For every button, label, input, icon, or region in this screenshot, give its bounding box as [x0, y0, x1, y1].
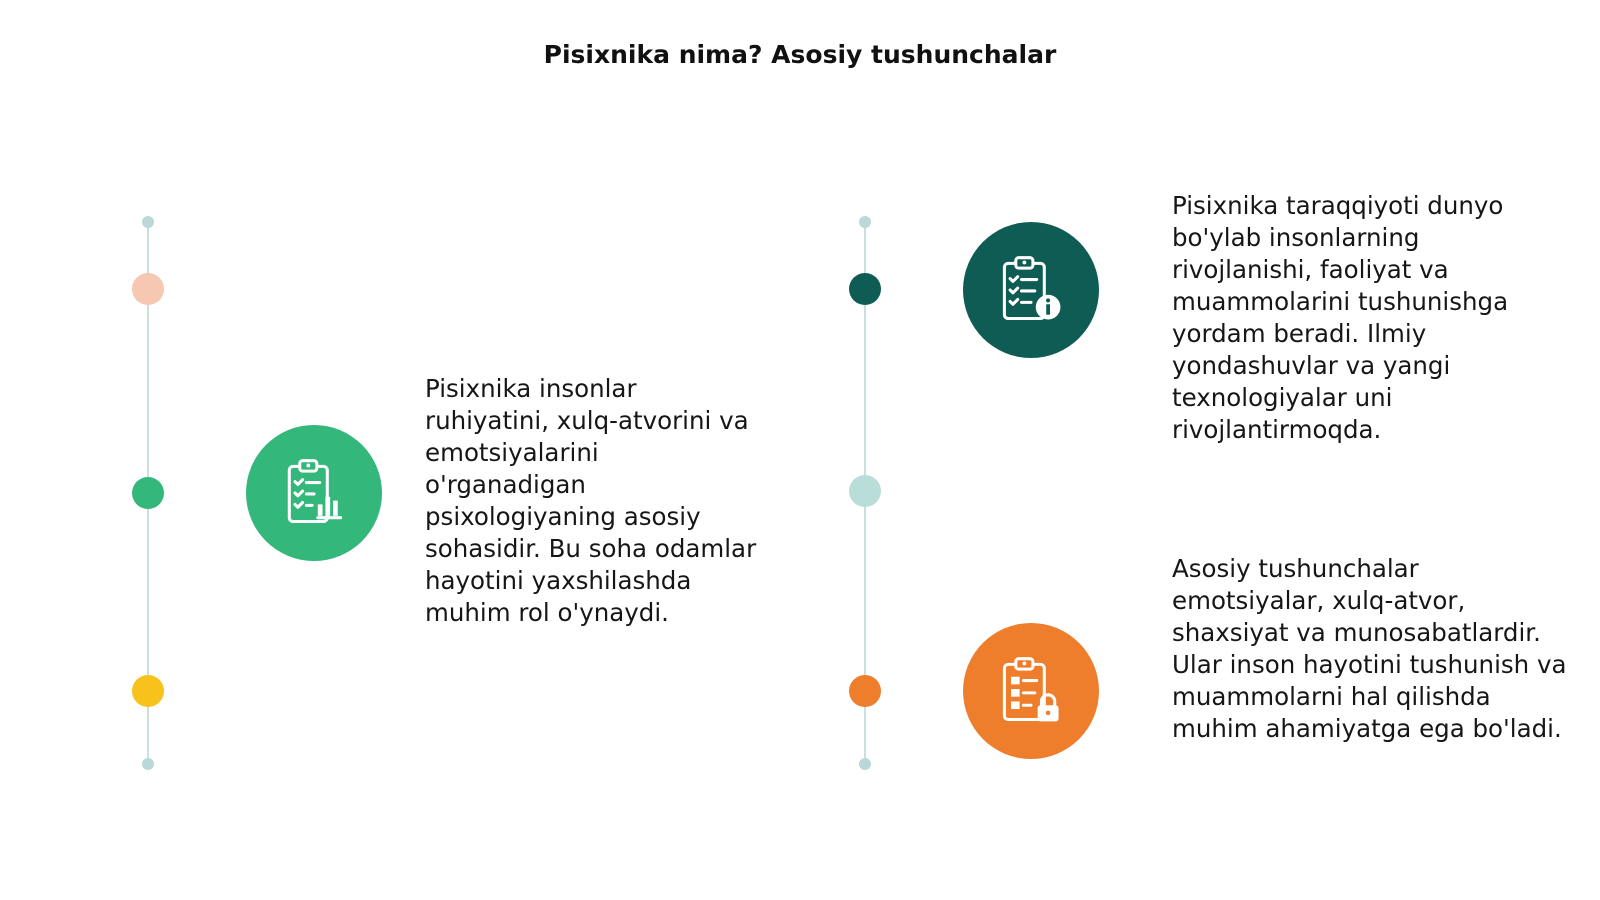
left-timeline-green-node — [132, 477, 164, 509]
right-timeline-orange-node — [849, 675, 881, 707]
right-timeline-light-teal-node — [849, 475, 881, 507]
left-timeline-start-node — [142, 216, 154, 228]
left-timeline-end-node — [142, 758, 154, 770]
block-1-text: Pisixnika insonlar ruhiyatini, xulq-atvorini va emotsiyalarini o'rganadigan psixologiyaning asosiy sohasidir. Bu soha odamlar hayotini yaxshilashda muhim rol o'ynaydi. — [425, 374, 757, 627]
clipboard-info-icon — [963, 222, 1099, 358]
right-timeline-start-node — [859, 216, 871, 228]
block-2-text: Pisixnika taraqqiyoti dunyo bo'ylab insonlarning rivojlanishi, faoliyat va muammolarini tushunishga yordam beradi. Ilmiy yondashuvlar va yangi texnologiyalar uni rivojlantirmoqda. — [1172, 191, 1509, 444]
right-timeline-end-node — [859, 758, 871, 770]
right-timeline-dark-teal-node — [849, 273, 881, 305]
clipboard-chart-icon — [246, 425, 382, 561]
block-3-text: Asosiy tushunchalar emotsiyalar, xulq-atvor, shaxsiyat va munosabatlardir. Ular inson hayotini tushunish va muammolarni hal qilishda muhim ahamiyatga ega bo'ladi. — [1172, 554, 1567, 743]
left-timeline-peach-node — [132, 273, 164, 305]
page-title: Pisixnika nima? Asosiy tushunchalar — [543, 40, 1057, 69]
left-timeline-yellow-node — [132, 675, 164, 707]
clipboard-lock-icon — [963, 623, 1099, 759]
